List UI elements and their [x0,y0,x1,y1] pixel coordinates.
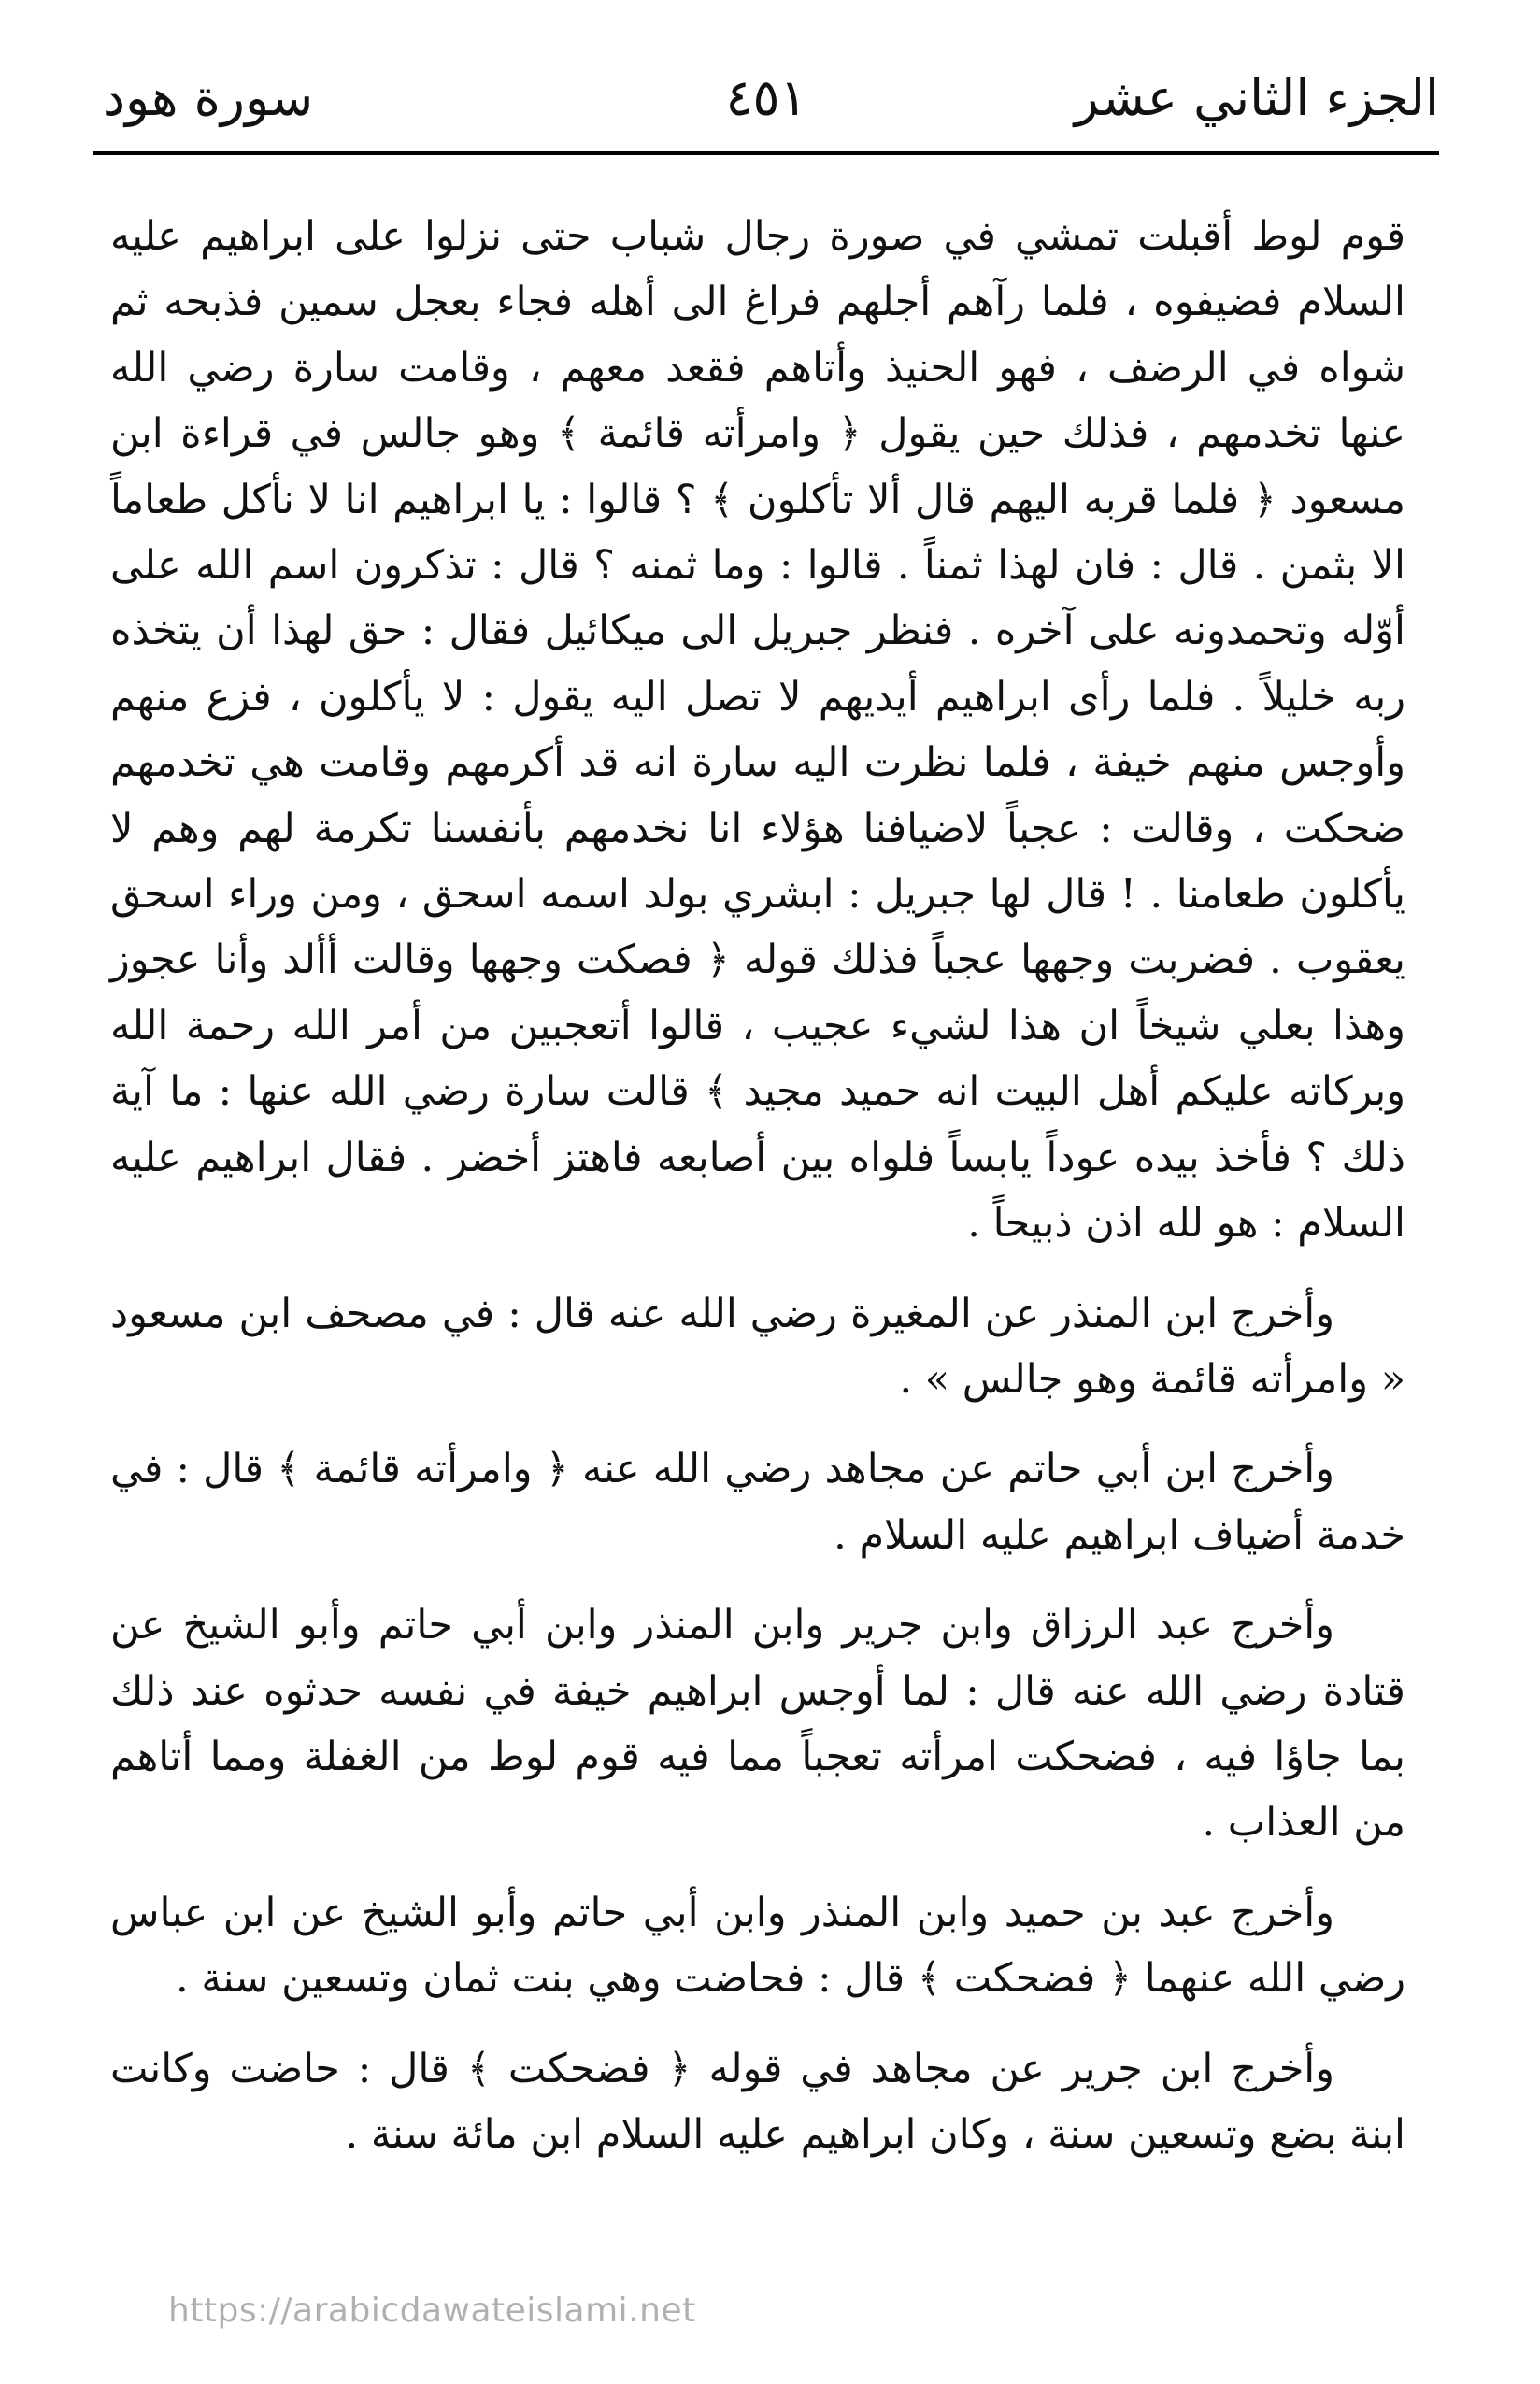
page-header [93,49,1439,161]
paragraph-5: وأخرج عبد بن حميد وابن المنذر وابن أبي حاتم وأبو الشيخ عن ابن عباس رضي الله عنهما ﴿ فضحكت ﴾ قال : فحاضت وهي بنت ثمان وتسعين سنة . [110,1889,1405,2003]
page-number: ٤٥١ [725,68,807,127]
paragraph-4: وأخرج عبد الرزاق وابن جرير وابن المنذر وابن أبي حاتم وأبو الشيخ عن قتادة رضي الله عنه قال : لما أوجس ابراهيم خيفة في نفسه حدثوه عند ذلك بما جاؤا فيه ، فضحكت امرأته تعجباً مما فيه قوم لوط من الغفلة ومما أتاهم من العذاب . [110,1602,1405,1847]
paragraph-2: وأخرج ابن المنذر عن المغيرة رضي الله عنه قال : في مصحف ابن مسعود « وامرأته قائمة وهو جالس » . [110,1290,1405,1403]
paragraph-1: قوم لوط أقبلت تمشي في صورة رجال شباب حتى نزلوا على ابراهيم عليه السلام فضيفوه ، فلما رآهم أجلهم فراغ الى أهله فجاء بعجل سمين فذبحه ثم شواه في الرضف ، فهو الحنيذ وأتاهم فقعد معهم ، وقامت سارة رضي الله عنها تخدمهم ، فذلك حين يقول ﴿ وامرأته قائمة ﴾ وهو جالس في قراءة ابن مسعود ﴿ فلما قربه اليهم قال ألا تأكلون ﴾ ؟ قالوا : يا ابراهيم انا لا نأكل طعاماً الا بثمن . قال : فان لهذا ثمناً . قالوا : وما ثمنه ؟ قال : تذكرون اسم الله على أوّله وتحمدونه على آخره . فنظر جبريل الى ميكائيل فقال : حق لهذا أن يتخذه ربه خليلاً . فلما رأى ابراهيم أيديهم لا تصل اليه يقول : لا يأكلون ، فزع منهم وأوجس منهم خيفة ، فلما نظرت اليه سارة انه قد أكرمهم وقامت هي تخدمهم ضحكت ، وقالت : عجباً لاضيافنا هؤلاء انا نخدمهم بأنفسنا تكرمة لهم وهم لا يأكلون طعامنا . ! قال لها جبريل : ابشري بولد اسمه اسحق ، ومن وراء اسحق يعقوب . فضربت وجهها عجباً فذلك قوله ﴿ فصكت وجهها وقالت أألد وأنا عجوز وهذا بعلي شيخاً ان هذا لشيء عجيب ، قالوا أتعجبين من أمر الله رحمة الله وبركاته عليكم أهل البيت انه حميد مجيد ﴾ قالت سارة رضي الله عنها : ما آية ذلك ؟ فأخذ بيده عوداً يابساً فلواه بين أصابعه فاهتز أخضر . فقال ابراهيم عليه السلام : هو لله اذن ذبيحاً . [110,213,1405,1248]
watermark-url: https://arabicdawateislami.net [168,2291,696,2330]
paragraph-3: وأخرج ابن أبي حاتم عن مجاهد رضي الله عنه ﴿ وامرأته قائمة ﴾ قال : في خدمة أضياف ابراهيم عليه السلام . [110,1446,1405,1559]
header-rule [93,151,1439,155]
page-body [110,204,1405,2167]
paragraph-6: وأخرج ابن جرير عن مجاهد في قوله ﴿ فضحكت ﴾ قال : حاضت وكانت ابنة بضع وتسعين سنة ، وكان ابراهيم عليه السلام ابن مائة سنة . [110,2045,1405,2158]
part-title: الجزء الثاني عشر [1074,68,1439,127]
surah-title: سورة هود [103,68,314,127]
